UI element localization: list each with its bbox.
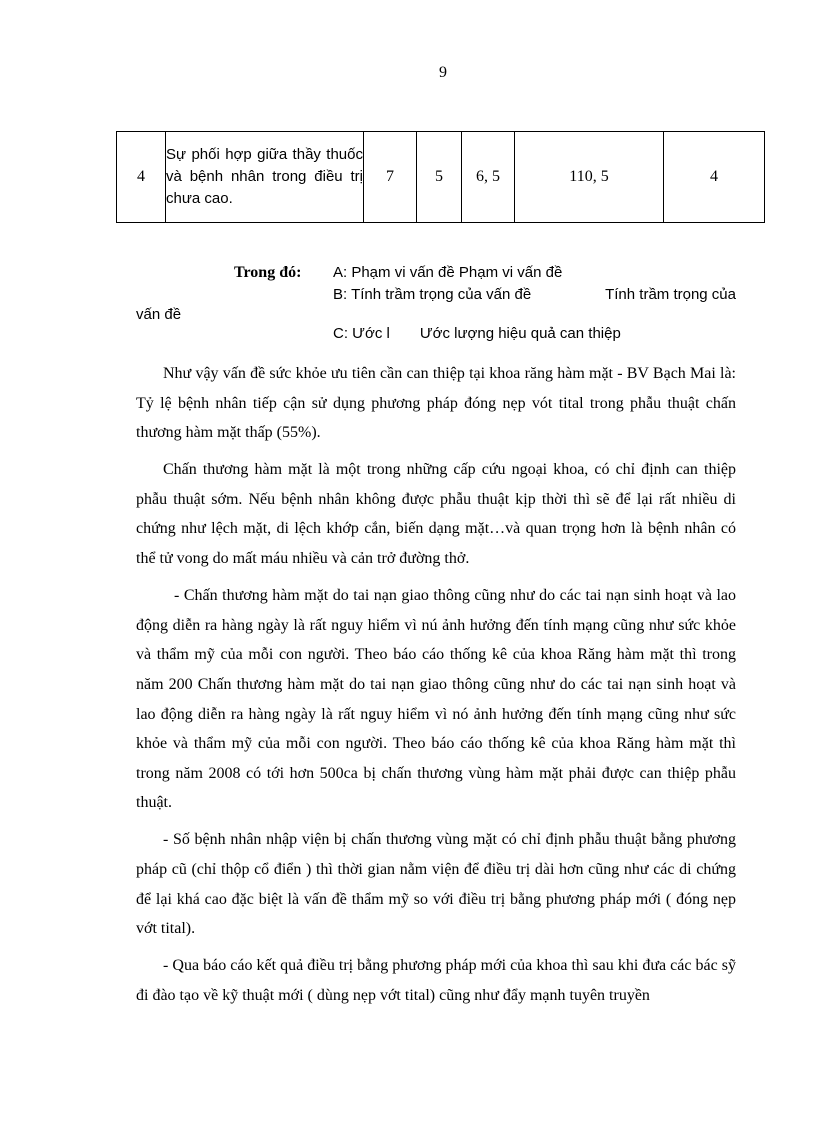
page-number: 9	[439, 64, 447, 81]
paragraph: Chấn thương hàm mặt là một trong những cấp cứu ngoại khoa, có chỉ định can thiệp phẫu thuật sớm. Nếu bệnh nhân không được phẫu thuật kịp thời thì sẽ để lại rất nhiều di chứng như lệch mặt, di lệch khớp cắn, biến dạng mặt…và quan trọng hơn là bệnh nhân có thể tử vong do mất máu nhiều và cản trở đường thở.	[136, 461, 736, 568]
cell-no: 4	[117, 132, 166, 223]
cell-b: 5	[417, 132, 462, 223]
legend-b-right: Tính trầm trọng của	[605, 286, 736, 303]
cell-problem: Sự phối hợp giữa thầy thuốc và bệnh nhân trong điều trị chưa cao.	[166, 132, 364, 223]
priority-score-table	[116, 131, 765, 223]
legend-b-left: B: Tính trầm trọng của vấn đề	[333, 286, 532, 303]
legend-b	[333, 286, 736, 303]
paragraph: - Chấn thương hàm mặt do tai nạn giao thông cũng như do các tai nạn sinh hoạt và lao động diễn ra hàng ngày là rất nguy hiểm vì nú ảnh hưởng đến tính mạng cũng như sức khỏe và thẩm mỹ của mỗi con người. Theo báo cáo thống kê của khoa Răng hàm mặt thì trong năm 200 Chấn thương hàm mặt do tai nạn giao thông cũng như do các tai nạn sinh hoạt và lao động diễn ra hàng ngày là rất nguy hiểm vì nó ảnh hưởng đến tính mạng cũng như sức khỏe và thẩm mỹ của mỗi con người. Theo báo cáo thống kê của khoa Răng hàm mặt thì trong năm 2008 có tới hơn 500ca bị chấn thương vùng hàm mặt phải được can thiệp phẫu thuật.	[136, 587, 736, 812]
paragraph: - Số bệnh nhân nhập viện bị chấn thương vùng mặt có chỉ định phẫu thuật bằng phương pháp cũ (chỉ thộp cổ điển ) thì thời gian nằm viện để điều trị dài hơn cũng như các di chứng để lại khá cao đặc biệt là vấn đề thẩm mỹ so với điều trị bằng phương pháp mới ( đóng nẹp vớt tital).	[136, 831, 736, 938]
cell-rank: 4	[664, 132, 765, 223]
cell-score: 110, 5	[515, 132, 664, 223]
paragraph: - Qua báo cáo kết quả điều trị bằng phương pháp mới của khoa thì sau khi đưa các bác sỹ đi đào tạo về kỹ thuật mới ( dùng nẹp vớt tital) cũng như đẩy mạnh tuyên truyền	[136, 957, 736, 1004]
legend-c-left: C: Ước l	[333, 325, 390, 342]
body-text	[136, 359, 736, 1018]
legend-title: Trong đó:	[234, 264, 302, 281]
cell-c: 6, 5	[462, 132, 515, 223]
legend-c-right: Ước lượng hiệu quả can thiệp	[419, 325, 621, 342]
legend-a: A: Phạm vi vấn đề Phạm vi vấn đề	[333, 264, 563, 281]
cell-a: 7	[364, 132, 417, 223]
paragraph: Như vậy vấn đề sức khỏe ưu tiên cần can thiệp tại khoa răng hàm mặt - BV Bạch Mai là: Tỷ lệ bệnh nhân tiếp cận sử dụng phương pháp đóng nẹp vót tital trong phẫu thuật chấn thương hàm mặt thấp (55%).	[136, 365, 736, 442]
legend-c	[333, 325, 621, 342]
legend-b-wrap: vấn đề	[136, 306, 182, 323]
table-row	[117, 132, 765, 223]
